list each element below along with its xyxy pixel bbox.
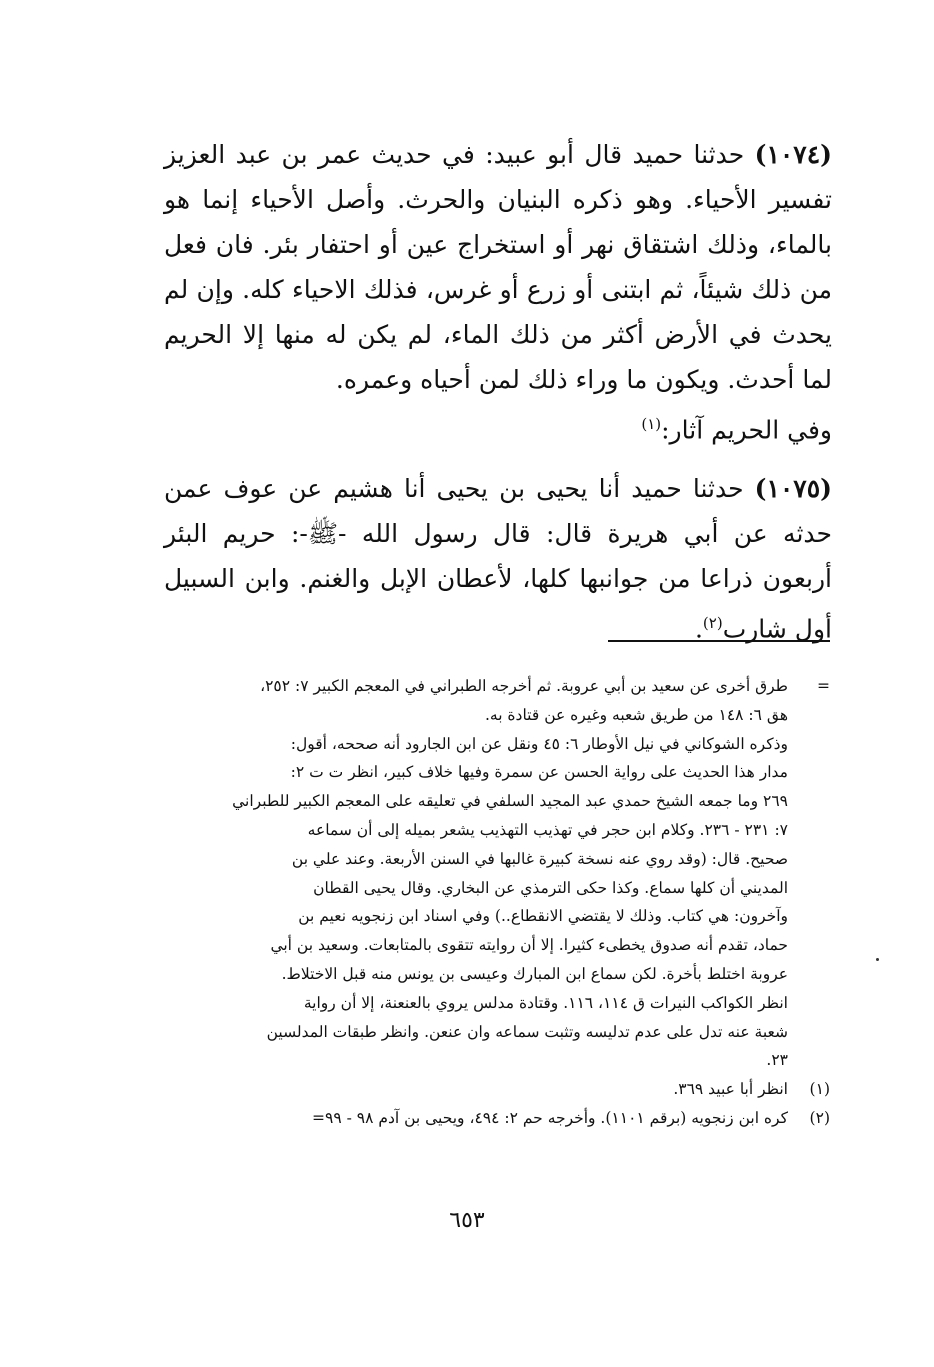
footnote-line: طرق أخرى عن سعيد بن أبي عروبة. ثم أخرجه الطبراني في المعجم الكبير ٧: ٢٥٢، [260,677,788,695]
footnote-line: هق ٦: ١٤٨ من طريق شعبه وغيره عن قتادة به. [484,705,788,724]
main-text [164,132,832,652]
hadith-paragraph-1074 [164,132,832,402]
footnote-divider [608,640,830,642]
footnote-text: انظر أبا عبيد ٣٦٩. [673,1080,788,1099]
footnote-line: ٢٦٩ وما جمعه الشيخ حمدي عبد المجيد السلفي في تعليقه على المعجم الكبير للطبراني [232,792,788,811]
footnote-text: كره ابن زنجويه (برقم ١١٠١). وأخرجه حم ٢: ٤٩٤، ويحيى بن آدم ٩٨ - ٩٩= [312,1108,788,1127]
footnote-line: المديني أن كلها سماع. وكذا حكى الترمذي عن البخاري. وقال يحيى القطان [313,878,788,897]
continuation-marker: = [817,677,830,695]
footnote-1 [160,1075,830,1104]
footnote-number: (٢) [809,1108,830,1127]
hadith-paragraph-1075 [164,466,832,651]
footnote-line: شعبة عنه تدل على عدم تدليسه وتثبت سماعه وان عنعن. وانظر طبقات المدلسين [266,1022,788,1041]
hadith-number: (١٠٧٥) [754,474,832,504]
footnote-ref-2[interactable]: (٢) [702,614,723,633]
footnote-ref-1[interactable]: (١) [641,415,662,433]
footnote-line: وذكره الشوكاني في نيل الأوطار ٦: ٤٥ ونقل عن ابن الجارود أنه صححه، أقول: [290,734,788,753]
hadith-text: حدثنا حميد أنا يحيى بن يحيى أنا هشيم عن عوف عمن حدثه عن أبي هريرة قال: قال رسول الله -ﷺ-: حريم البئر أربعون ذراعا من جوانبها كلها، لأعطان الإبل والغنم. وابن السبيل أول شارب [164,474,832,644]
hadith-number: (١٠٧٤) [754,140,832,169]
footnote-line: حماد، تقدم أنه صدوق يخطىء كثيرا. إلا أن روايته تتقوى بالمتابعات. وسعيد بن أبي [270,936,788,955]
sentence-end: . [694,614,703,644]
athar-intro-paragraph [164,402,832,452]
footnote-number: (١) [809,1080,830,1099]
footnote-line: ٧: ٢٣١ - ٢٣٦. وكلام ابن حجر في تهذيب التهذيب يشعر بميله إلى أن سماعه [307,820,788,839]
footnote-2 [160,1104,830,1133]
footnote-line: وآخرون: هي كتاب. وذلك لا يقتضي الانقطاع..) وفي اسناد ابن زنجويه نعيم بن [298,907,788,926]
footnote-line: مدار هذا الحديث على رواية الحسن عن سمرة وفيها خلاف كبير، انظر ت ت ٢: [290,763,788,782]
athar-intro-text: وفي الحريم آثار: [661,415,832,445]
page-number: ٦٥٣ [449,1208,485,1233]
hadith-text: حدثنا حميد قال أبو عبيد: في حديث عمر بن عبد العزيز تفسير الأحياء. وهو ذكره البنيان والحرث. وأصل الأحياء إنما هو بالماء، وذلك اشتقاق نهر أو استخراج عين أو احتفار بئر. فان فعل من ذلك شيئاً، ثم ابتنى أو زرع أو غرس، فذلك الاحياء كله. وإن لم يحدث في الأرض أكثر من ذلك الماء، لم يكن له منها إلا الحريم لما أحدث. ويكون ما وراء ذلك لمن أحياه وعمره. [164,140,832,394]
footnote-line: عروبة اختلط بأخرة. لكن سماع ابن المبارك وعيسى بن يونس منه قبل الاختلاط. [281,964,788,983]
footnote-line: انظر الكواكب النيرات ق ١١٤، ١١٦. وقتادة مدلس يروي بالعنعنة، إلا أن رواية [303,993,788,1012]
footnote-line: ٢٣. [766,1051,788,1070]
scan-speck [876,958,879,961]
footnotes [160,672,830,1133]
footnote-continuation [160,672,830,1075]
footnote-line: صحيح. قال: (وقد روي عنه نسخة كبيرة غالبها في السنن الأربعة. وعند علي بن [291,849,788,868]
